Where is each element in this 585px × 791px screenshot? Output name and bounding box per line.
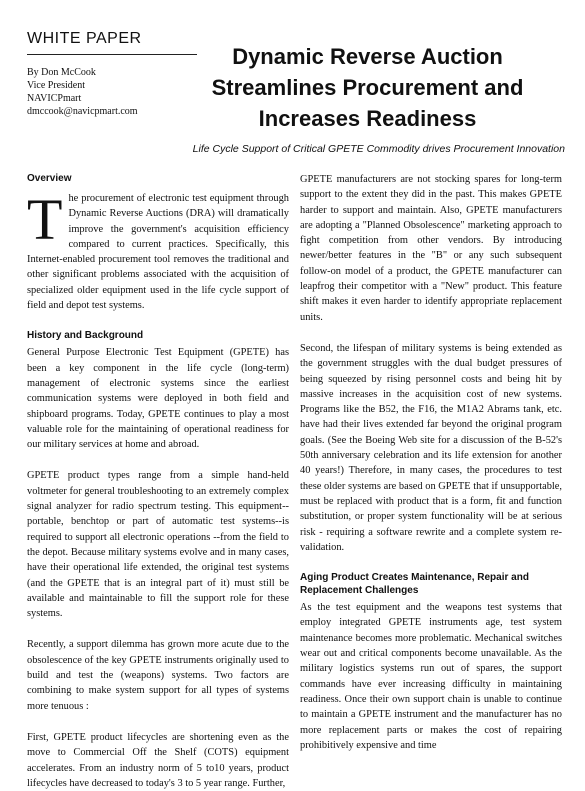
author-block: [27, 66, 138, 118]
aging-heading: Aging Product Creates Maintenance, Repair and Replacement Challenges: [300, 572, 529, 597]
right-paragraph-1: GPETE manufacturers are not stocking spares for long-term support to the extent they did in the past. This makes GPETE harder to support and maintain. Also, GPETE manufacturers are adopting a "Planned Obsolescence" marketing approach to fight competition from other vendors. By introducing newer/better features in the "B" or any such subsequent follow-on model of a product, the GPETE manufacturer can leapfrog their competitor with a "New" product. This feature shift makes it even harder to identify appropriate replacement units.: [300, 174, 562, 323]
author-email: dmccook@navicpmart.com: [27, 106, 138, 117]
left-paragraph-4: First, GPETE product lifecycles are shortening even as the move to Commercial Off the Shelf (COTS) equipment accelerates. From an industry norm of 5 to10 years, product lifecycles have decreased to today's 3 to 5 year range. Further,: [27, 731, 289, 789]
document-type-label: WHITE PAPER: [27, 30, 142, 47]
author-name: By Don McCook: [27, 67, 96, 78]
left-paragraph-1: General Purpose Electronic Test Equipment (GPETE) has been a key component in the life cycle (long-term) management of electronic systems since the earliest communication systems were deployed in both field and shipboard programs. Today, GPETE continues to play a most valuable role for the maintaining of operational readiness for our military services at home and abroad.: [27, 347, 289, 451]
overview-heading: Overview: [27, 173, 72, 184]
history-heading: History and Background: [27, 330, 144, 342]
right-column: [300, 172, 562, 753]
left-column: [27, 172, 289, 791]
right-paragraph-2: Second, the lifespan of military systems is being extended as the government struggles with the dual budget pressures of being squeezed by rising personnel costs and being hit by massive increases in the acquisition cost of new systems. Programs like the B52, the F16, the M1A2 Abrams tank, etc. have had their lives extended far beyond the original program goals. (See the Boeing Web site for a discussion of the B-52's 50th anniversary celebration and its life extension for another 40 years!) Therefore, in many cases, the procedures to test these older systems are based on GPETE that if unsupportable, must be replaced with product that is a form, fit and function substitution, or proper system functionality will be at serious risk - requiring a software rewrite and a complete system re-validation.: [300, 342, 562, 553]
intro-paragraph: [27, 187, 289, 313]
right-paragraph-3: As the test equipment and the weapons test systems that employ integrated GPETE instruments age, test system maintenance becomes more problematic. Mechanical switches wear out and critical components become unavailable. As the military logistics systems run out of spares, the support commands have ever increasing difficulty in maintaining readiness. Once their own support chain is unable to continue to maintain a GPETE instrument and the manufacturer has no more replacement parts or makes the cost of repairing prohibitively expensive and time: [300, 602, 562, 751]
left-paragraph-3: Recently, a support dilemma has grown more acute due to the obsolescence of the key GPETE instruments originally used to build and test the (weapons) systems. Two factors are combining to make system support for all types of systems more tenuous :: [27, 639, 289, 712]
intro-text: he procurement of electronic test equipment through Dynamic Reverse Auctions (DRA) will dramatically improve the government's acquisition efficiency compared to current practices. Specifically, this Internet-enabled procurement tool removes the traditional and other significant problems associated with the acquisition of specialized older equipment used in the life cycle support of field and depot test systems.: [27, 193, 289, 312]
document-subtitle: Life Cycle Support of Critical GPETE Commodity drives Procurement Innovation: [192, 143, 565, 155]
header-rule: [27, 54, 197, 55]
document-title: Dynamic Reverse Auction Streamlines Procurement and Increases Readiness: [211, 44, 524, 131]
author-role: Vice President: [27, 80, 85, 91]
author-company: NAVICPmart: [27, 93, 82, 104]
left-paragraph-2: GPETE product types range from a simple hand-held voltmeter for general troubleshooting to an extremely complex signal analyzer for radio spectrum testing. This equipment--portable, benchtop or part of automatic test systems--is required to support all electronic operations --from the field to the depot. Because military systems evolve and in many cases, have their operational life extended, the original test systems (and the GPETE that is an integral part of it) must still be available and maintainable to fill the support role for these systems.: [27, 470, 289, 620]
drop-cap: T: [27, 187, 63, 252]
